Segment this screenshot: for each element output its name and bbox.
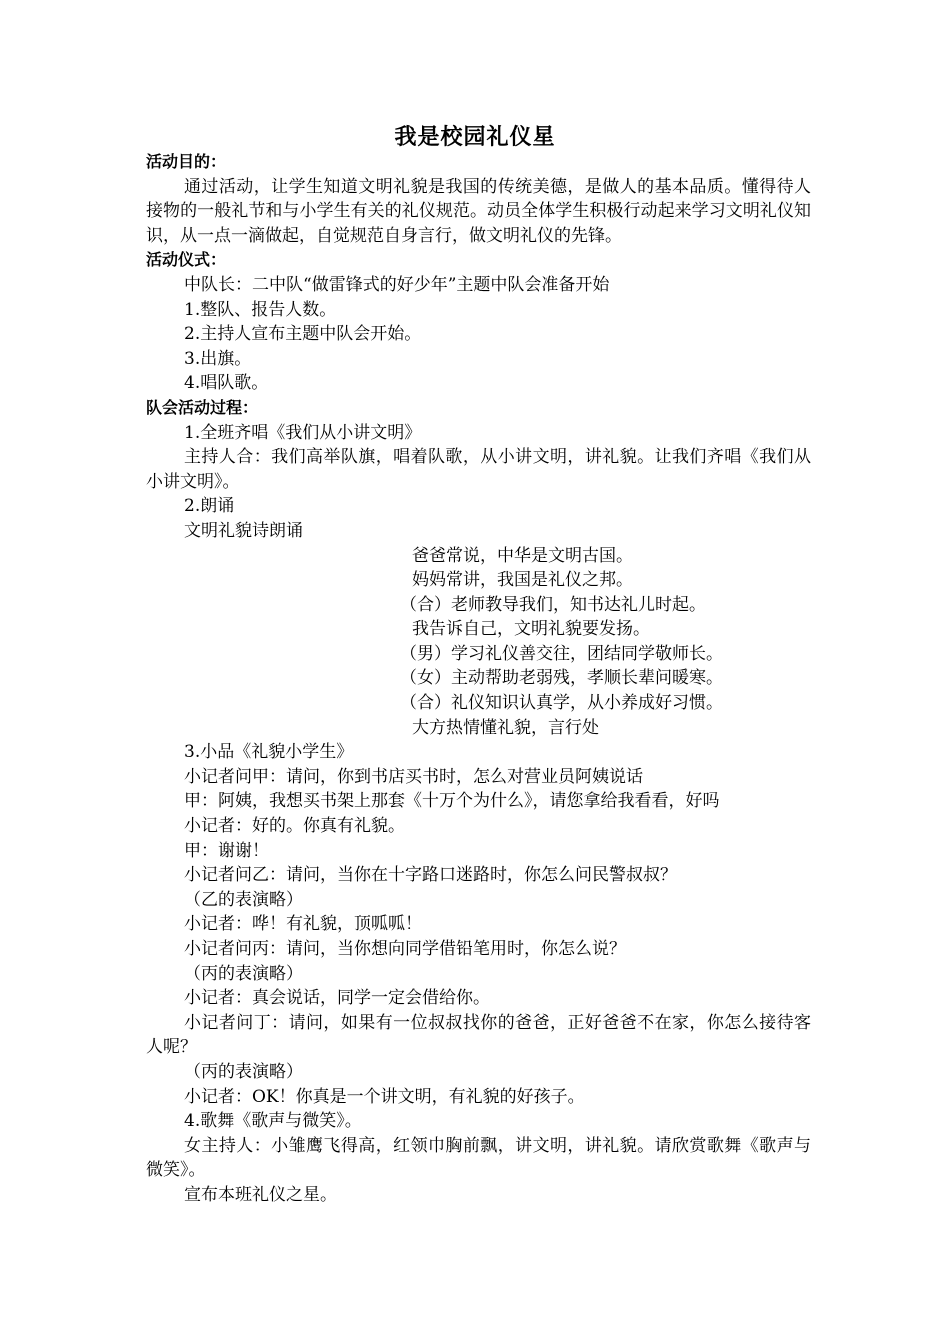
skit-line: （丙的表演略） (184, 1061, 303, 1082)
host-paragraph: 主持人合：我们高举队旗，唱着队歌，从小讲文明，讲礼貌。让我们齐唱《我们从小讲文明》。 (146, 447, 811, 492)
ceremony-line: 3.出旗。 (184, 348, 252, 369)
skit-line: 小记者：真会说话，同学一定会借给你。 (184, 988, 490, 1009)
purpose-heading: 活动目的： (146, 152, 227, 171)
purpose-paragraph: 通过活动，让学生知道文明礼貌是我国的传统美德，是做人的基本品质。懂得待人接物的一般礼节和与小学生有关的礼仪规范。动员全体学生积极行动起来学习文明礼仪知识，从一点一滴做起，自觉规范自身言行，做文明礼仪的先锋。 (146, 176, 811, 246)
skit-line: （丙的表演略） (184, 963, 303, 984)
ceremony-line: 2.主持人宣布主题中队会开始。 (184, 324, 422, 345)
poem-line: 妈妈常讲，我国是礼仪之邦。 (412, 570, 633, 591)
process-step-title: 4.歌舞《歌声与微笑》。 (184, 1111, 362, 1132)
poem-line: 大方热情懂礼貌，言行处 (412, 717, 599, 738)
skit-line: 小记者问丙：请问，当你想向同学借铅笔用时，你怎么说？ (184, 939, 626, 959)
poem-line: 爸爸常说，中华是文明古国。 (412, 545, 633, 566)
ceremony-line: 中队长：二中队“做雷锋式的好少年”主题中队会准备开始 (184, 274, 610, 295)
skit-line: （乙的表演略） (184, 889, 303, 910)
ceremony-line: 1.整队、报告人数。 (184, 299, 337, 320)
process-step-title: 3.小品《礼貌小学生》 (184, 742, 354, 763)
skit-line: 小记者：哗！有礼貌，顶呱呱！ (184, 914, 422, 935)
process-heading: 队会活动过程： (146, 397, 259, 417)
skit-line: 甲：谢谢！ (184, 840, 269, 861)
poem-line: 我告诉自己，文明礼貌要发扬。 (412, 619, 650, 640)
skit-line: 小记者：好的。你真有礼貌。 (184, 816, 405, 837)
poem-line: （女）主动帮助老弱残，孝顺长辈问暖寒。 (400, 668, 723, 689)
closing-line: 宣布本班礼仪之星。 (184, 1184, 337, 1205)
skit-paragraph: 小记者问丁：请问，如果有一位叔叔找你的爸爸，正好爸爸不在家，你怎么接待客人呢？ (146, 1012, 811, 1058)
poem-line: （合）老师教导我们，知书达礼儿时起。 (400, 594, 706, 615)
host-paragraph: 女主持人：小雏鹰飞得高，红领巾胸前飘，讲文明，讲礼貌。请欣赏歌舞《歌声与微笑》。 (146, 1135, 811, 1181)
process-step-title: 1.全班齐唱《我们从小讲文明》 (184, 422, 422, 443)
page-title: 我是校园礼仪星 (394, 125, 556, 150)
skit-line: 小记者：OK！你真是一个讲文明，有礼貌的好孩子。 (184, 1086, 585, 1107)
document-body (146, 150, 811, 1208)
poem-line: （合）礼仪知识认真学，从小养成好习惯。 (400, 693, 723, 714)
skit-line: 甲：阿姨，我想买书架上那套《十万个为什么》，请您拿给我看看，好吗 (184, 791, 720, 812)
ceremony-heading: 活动仪式： (146, 250, 227, 270)
skit-line: 小记者问甲：请问，你到书店买书时，怎么对营业员阿姨说话 (184, 766, 643, 787)
process-step-title: 2.朗诵 (184, 496, 235, 517)
poem-line: （男）学习礼仪善交往，团结同学敬师长。 (400, 643, 723, 664)
skit-line: 小记者问乙：请问，当你在十字路口迷路时，你怎么问民警叔叔？ (184, 865, 677, 886)
ceremony-line: 4.唱队歌。 (184, 373, 269, 394)
poem-subtitle: 文明礼貌诗朗诵 (184, 520, 303, 541)
